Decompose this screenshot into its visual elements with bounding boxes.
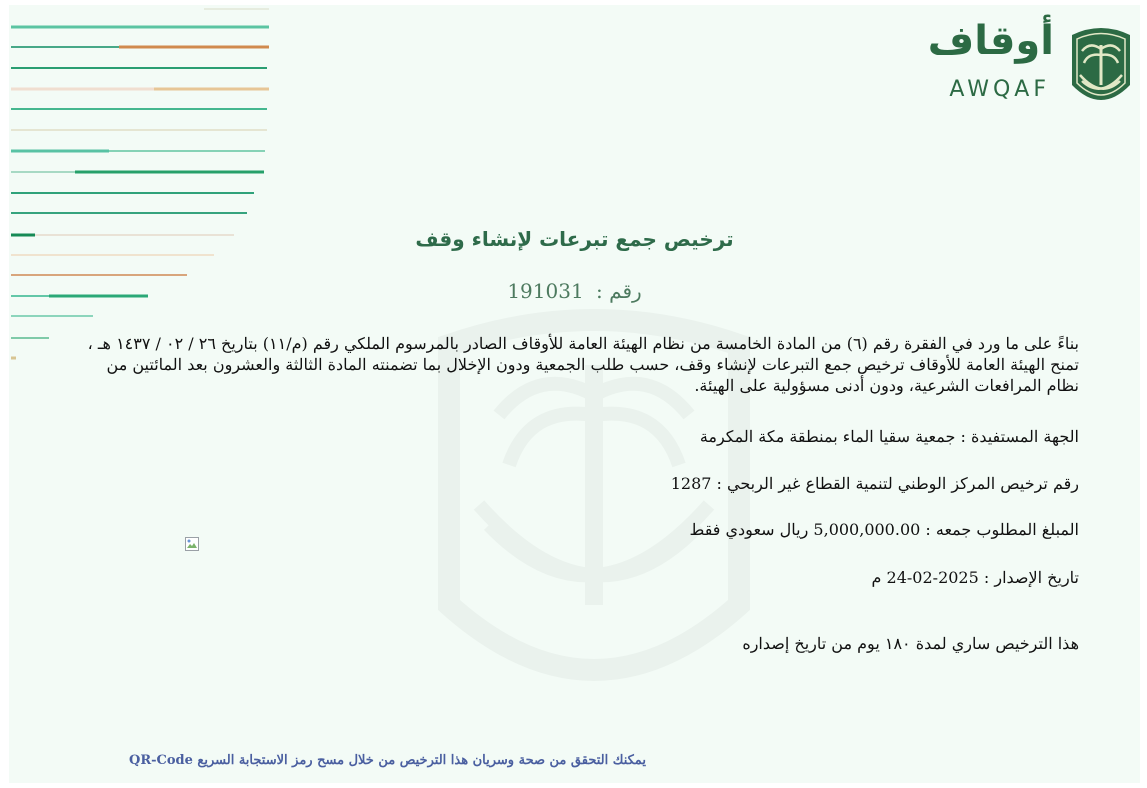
license-number-label: رقم : xyxy=(596,279,642,303)
qr-code-image-icon xyxy=(185,537,199,551)
license-number-value: 191031 xyxy=(507,279,584,303)
awqaf-logo-arabic: أوقاف xyxy=(927,18,1054,64)
document-title: ترخيص جمع تبرعات لإنشاء وقف xyxy=(415,227,734,251)
awqaf-emblem-icon xyxy=(1068,23,1134,111)
ncnp-license-field: رقم ترخيص المركز الوطني لتنمية القطاع غير الربحي : 1287 xyxy=(670,474,1079,493)
issue-date-field: تاريخ الإصدار : 2025-02-24 م xyxy=(871,568,1079,587)
awqaf-logo-english: AWQAF xyxy=(949,77,1050,102)
amount-field: المبلغ المطلوب جمعه : 5,000,000.00 ريال سعودي فقط xyxy=(689,520,1079,539)
license-number xyxy=(9,279,1140,303)
qr-verification-note: يمكنك التحقق من صحة وسريان هذا الترخيص من خلال مسح رمز الاستجابة السريع QR-Code xyxy=(129,753,646,768)
decorative-stripes xyxy=(9,5,279,385)
beneficiary-field: الجهة المستفيدة : جمعية سقيا الماء بمنطقة مكة المكرمة xyxy=(699,427,1079,446)
license-body-paragraph: بناءً على ما ورد في الفقرة رقم (٦) من المادة الخامسة من نظام الهيئة العامة للأوقاف الصادر بالمرسوم الملكي رقم (م/١١) بتاريخ ٢٦ / ٠٢ / ١٤٣٧ هـ ، تمنح الهيئة العامة للأوقاف ترخيص جمع التبرعات لإنشاء وقف، حسب طلب الجمعية ودون الإخلال بما تضمنته المادة الثالثة والعشرون بعد المائتين من نظام المرافعات الشرعية، ودون أدنى مسؤولية على الهيئة. xyxy=(87,334,1079,395)
license-document xyxy=(9,5,1140,783)
validity-field: هذا الترخيص ساري لمدة ١٨٠ يوم من تاريخ إصداره xyxy=(742,634,1079,653)
